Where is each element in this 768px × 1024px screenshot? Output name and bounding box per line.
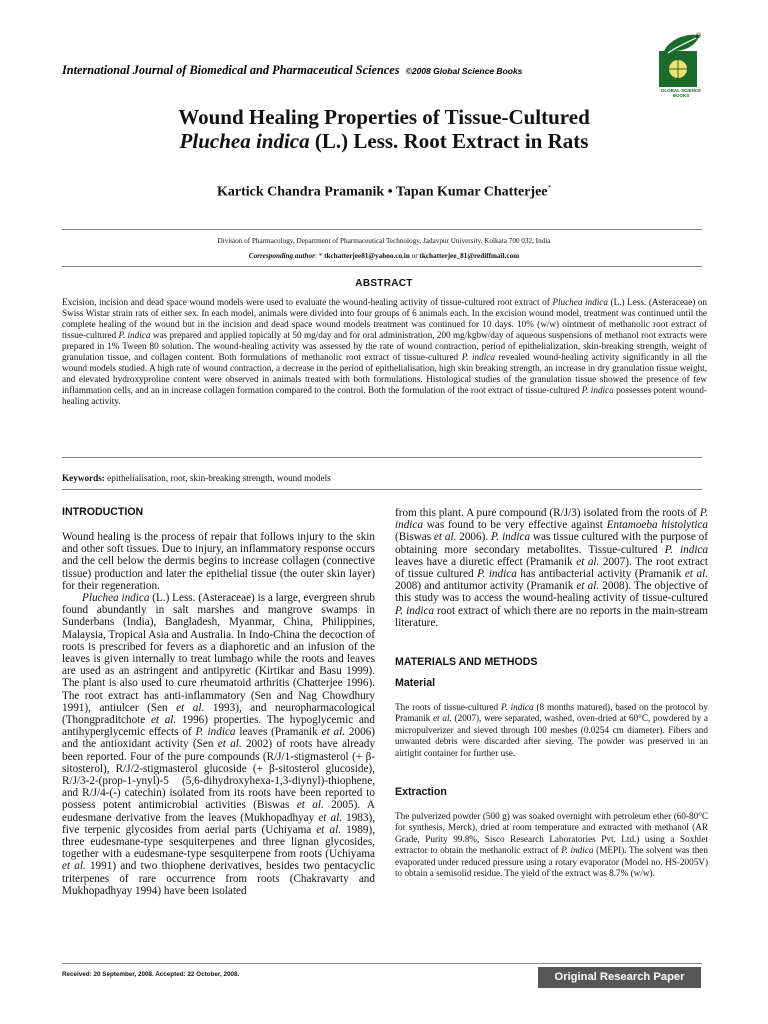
intro-text: 2006).: [456, 531, 492, 544]
registered-mark: ®: [696, 33, 702, 40]
keywords-text: epithelialisation, root, skin-breaking strength, wound models: [104, 473, 331, 483]
material-italic: et al.: [432, 713, 452, 724]
intro-text: 2002) of roots have already been reported. Four of the pure compounds (R/J/1-stigmasterol (+ β-sitosterol), R/J/2-stigmasterol glucoside (+ β-sitosterol glucoside), R/J/3-2-(prop-1-ynyl)-5 (5,6-dihydroxyhexa-1,3-diynyl)-thiophene, and R/J/4-(-) catechin) isolated from its roots have been reported to possess potent antimicrobial activities (Biswas: [62, 738, 375, 812]
affiliation: Division of Pharmacology, Department of Pharmaceutical Technology, Jadavpur University, Kolkata 700 032, India: [217, 237, 551, 245]
logo-text-line2: BOOKS: [672, 93, 690, 98]
author-separator: •: [384, 184, 396, 200]
logo-text: [656, 88, 706, 98]
intro-italic: et al.: [684, 568, 708, 581]
abstract-italic: P. indica: [461, 352, 495, 362]
intro-italic: et al.: [217, 738, 242, 751]
intro-text: 1993), and neuropharmacological (Thongpraditchote: [62, 701, 375, 727]
material-text: (2007), were separated, washed, oven-dried at 60°C, powdered by a micropulverizer and sieved through 100 meshes (0.0254 cm diameter). Fibers and unwanted debris were discarded after sieving. The powder was preserved in an airtight container for further use.: [395, 713, 708, 758]
intro-text: 1983), five terpenic glycosides from aerial parts (Uchiyama: [62, 811, 375, 836]
abstract-text: possesses potent wound-healing activity.: [62, 385, 707, 406]
leaf-logo-icon: [656, 33, 706, 88]
keywords-label: Keywords:: [62, 473, 105, 483]
intro-italic: et al.: [176, 701, 205, 714]
intro-italic: et al.: [576, 555, 600, 568]
divider-top: [62, 229, 702, 230]
intro-italic: P. indica: [395, 507, 708, 532]
author-2: Tapan Kumar Chatterjee: [395, 184, 548, 200]
intro-italic: P. indica: [477, 568, 517, 581]
intro-text: (L.) Less. (Asteraceae) is a large, evergreen shrub found abundantly in salt marshes and mangrove swamps in Sunderbans (India), Bangladesh, Myanmar, China, Philippines, Malaysia, Tropical Asia and Australia. In Indo-China the decoction of roots is prescribed for fevers as a diaphoretic and an infusion of the leaves is given internally to treat lumbago while the roots and leaves are used as an astringent and antipyretic (Kirtikar and Basu 1999). The plant is also used to cure rheumatoid arthritis (Chatterjee 1996). The root extract has anti-inflammatory (Sen and Nag Chowdhury 1991), antiulcer (Sen: [62, 592, 375, 714]
intro-italic: P. indica: [491, 531, 531, 544]
material-body: [395, 702, 708, 759]
abstract-italic: P. indica: [118, 330, 151, 340]
intro-paragraph-1: Wound healing is the process of repair that follows injury to the skin and other soft tissues. Due to injury, an inflammatory response occurs and the cell below the dermis begins to increase collagen (connective tissue) production and later the epithelial tissue (the outer skin layer) for their regeneration.: [62, 531, 375, 592]
intro-italic: P. indica: [664, 543, 708, 556]
abstract-text: Excision, incision and dead space wound models were used to evaluate the wound-healing activity of tissue-cultured root extract of: [62, 297, 553, 307]
author-1: Kartick Chandra Pramanik: [216, 184, 385, 200]
journal-name: International Journal of Biomedical and Pharmaceutical Sciences: [62, 63, 400, 77]
intro-paragraph-2: [62, 592, 375, 897]
extraction-text: (MEPI). The solvent was then evaporated under reduced pressure using a rotary evaporator (Model no. HS-2005V) to obtain a semisolid residue. The yield of the extract was 8.7% (w/w).: [395, 845, 708, 879]
divider-footer: [62, 963, 702, 964]
intro-italic: et al.: [316, 823, 341, 836]
intro-text: was found to be very effective against: [422, 519, 607, 532]
intro-text: 2008) and antitumor activity (Pramanik: [395, 580, 577, 593]
introduction-body: [62, 531, 375, 897]
divider-keywords: [62, 457, 702, 458]
journal-header: [62, 63, 522, 78]
intro-text: 1989), three eudesmane-type sesquiterpenes and three lignan glycosides, together with a eudesmane-type sesquiterpene from roots (Uchiyama: [62, 823, 375, 861]
journal-copyright: ©2008 Global Science Books: [405, 66, 523, 76]
abstract-italic: Pluchea indica: [552, 297, 608, 307]
intro-italic: et al.: [321, 726, 346, 739]
intro-text: was tissue cultured with the purpose of obtaining more secondary metabolites. Tissue-cultured: [395, 531, 708, 556]
intro-italic: Pluchea indica: [82, 592, 150, 605]
intro-italic: Entamoeba histolytica: [606, 519, 708, 532]
material-subheading: Material: [395, 677, 436, 689]
intro-text: 2006) and the antioxidant activity (Sen: [62, 726, 375, 751]
abstract-body: [62, 297, 707, 407]
extraction-subheading: Extraction: [395, 786, 447, 798]
intro-italic: et al.: [576, 580, 600, 593]
abstract-italic: P. indica: [581, 385, 614, 395]
publisher-logo: [656, 33, 706, 103]
author-list: [60, 184, 708, 201]
title-line2: [60, 129, 708, 153]
abstract-heading: ABSTRACT: [355, 278, 413, 289]
intro-text: 1991) and two thiophene derivatives, besides two pentacyclic triterpenes of rare occurrence from roots (Chakravarty and Mukhopadhyay 1994) have been isolated: [62, 860, 375, 897]
corresponding-author: [60, 252, 708, 260]
intro-text: from this plant. A pure compound (R/J/3) isolated from the roots of: [395, 507, 700, 519]
introduction-heading: INTRODUCTION: [62, 506, 144, 518]
divider-body: [62, 489, 702, 490]
corresponding-label: Corresponding author: [248, 252, 315, 260]
intro-italic: P. indica: [395, 604, 435, 617]
intro-italic: et al.: [150, 714, 177, 727]
divider-abstract: [62, 266, 702, 267]
keywords: [62, 473, 331, 483]
paper-title: [60, 105, 708, 153]
abstract-text: (L.) Less. (Asteraceae) on Swiss Wistar strain rats of either sex. In each model, animals were divided into four groups of 6 animals each. In the excision wound model, treatment was continued until the complete healing of the wound but in the incision and dead space wound models treatment was continued for 10 days. 10% (w/w) ointment of methanolic root extract of tissue-cultured: [62, 297, 708, 340]
email-link-2[interactable]: tkchatterjee_81@rediffmail.com: [419, 252, 520, 260]
intro-text: (Biswas: [395, 531, 434, 544]
intro-italic: et al.: [318, 811, 342, 824]
corresponding-or: or: [409, 252, 420, 260]
logo-text-line1: GLOBAL SCIENCE: [660, 88, 702, 93]
abstract-text: revealed wound-healing activity significantly in all the wound models studied. A high rate of wound contraction, a decrease in the period of epithelialisation, high skin breaking strength, an increase in dry granulation tissue weight, and elevated hydroxyproline content were observed in animals treated with both formulations. Histological studies of the granulation tissue showed the presence of few inflammation cells, and an in increase collagen formation compared to the control. Both the formulation of the root extract of tissue-cultured: [62, 352, 707, 395]
title-line2-rest: (L.) Less. Root Extract in Rats: [309, 129, 589, 153]
intro-text: leaves have a diuretic effect (Pramanik: [395, 555, 577, 568]
material-text: (8 months matured), based on the protocol by Pramanik: [395, 702, 708, 724]
extraction-body: [395, 811, 708, 879]
intro-text: has antibacterial activity (Pramanik: [516, 568, 685, 581]
extraction-italic: P. indica: [561, 845, 594, 856]
intro-italic: P. indica: [195, 726, 236, 739]
intro-text: 1996) properties. The hypoglycemic and antihyperglycemic effects of: [62, 714, 375, 739]
article-type-badge: Original Research Paper: [538, 967, 701, 988]
email-link-1[interactable]: tkchatterjee81@yahoo.co.in: [324, 252, 410, 260]
extraction-text: The pulverized powder (500 g) was soaked overnight with petroleum ether (60-80°C for synthesis, Merck), dried at room temperature and extracted with methanol (AR Grade, Purity 99.8%, Sisco Research Laboratories Pvt. Ltd.) using a Soxhlet extractor to obtain the methanolic extract of: [395, 811, 708, 856]
corresponding-colon: : *: [314, 252, 325, 260]
title-species: Pluchea indica: [179, 129, 310, 153]
intro-italic: et al.: [296, 799, 324, 812]
corresponding-mark: *: [547, 184, 552, 192]
abstract-text: was prepared and applied topically at 50 mg/day and for oral administration, 200 mg/kgbw/day of aqueous suspensions of methanol root extracts were prepared in 1% Tween 80 solution. The wound-healing activity was assessed by the rate of wound contraction, period of epithelialization, skin-breaking strength, weight of granulation tissue, and collagen content. Both formulations of methanolic root extract of tissue-cultured: [62, 330, 708, 362]
intro-text: 2008). The objective of this study was to access the wound-healing activity of tissue-cultured: [395, 580, 708, 605]
material-italic: P. indica: [500, 702, 534, 712]
intro-text: 2005). A eudesmane derivative from the leaves (Mukhopadhyay: [62, 799, 375, 824]
title-line1: Wound Healing Properties of Tissue-Cultured: [178, 105, 590, 129]
intro-italic: et al.: [433, 531, 457, 544]
intro-text: leaves (Pramanik: [235, 726, 322, 739]
received-dates: Received: 20 September, 2008. Accepted: 22 October, 2008.: [62, 971, 240, 978]
intro-text: 2007). The root extract of tissue cultured: [395, 555, 708, 581]
materials-methods-heading: MATERIALS AND METHODS: [395, 656, 538, 668]
material-text: The roots of tissue-cultured: [395, 702, 501, 712]
intro-text: root extract of which there are no reports in the main-stream literature.: [395, 604, 709, 629]
intro-italic: et al.: [62, 860, 86, 873]
introduction-continued: [395, 507, 708, 629]
